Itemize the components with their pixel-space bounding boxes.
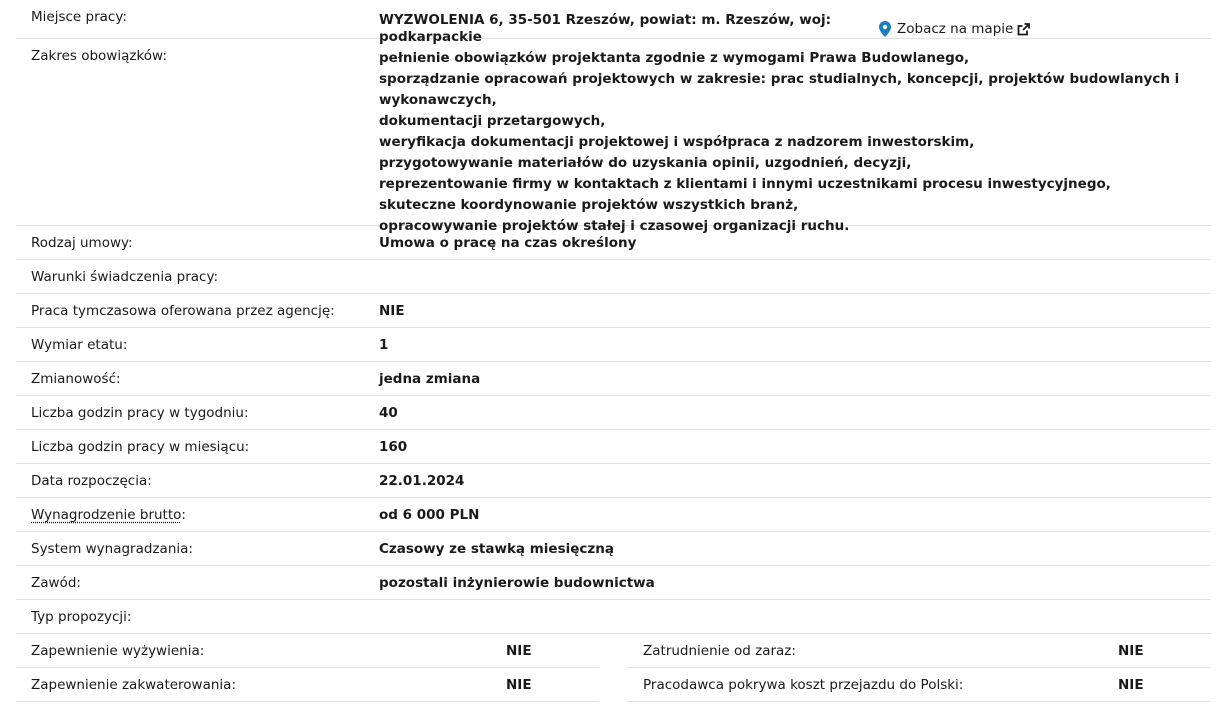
immediate-hire-value: NIE <box>1118 643 1144 659</box>
row-meals <box>16 634 599 668</box>
row-salary <box>16 498 1211 532</box>
row-fte <box>16 328 1211 362</box>
pay-system-value: Czasowy ze stawką miesięczną <box>379 541 614 557</box>
salary-value: od 6 000 PLN <box>379 507 480 523</box>
row-immediate-hire <box>628 634 1211 668</box>
contract-type-value: Umowa o pracę na czas określony <box>379 235 637 251</box>
row-work-conditions <box>16 260 1211 294</box>
temp-agency-label: Praca tymczasowa oferowana przez agencję: <box>31 303 335 319</box>
row-shifts <box>16 362 1211 396</box>
duty-item: przygotowywanie materiałów do uzyskania opinii, uzgodnień, decyzji, <box>379 155 912 171</box>
map-link[interactable] <box>879 21 1036 38</box>
row-location <box>16 0 1211 45</box>
row-duties <box>16 39 1211 234</box>
duty-item: sporządzanie opracowań projektowych w zakresie: prac studialnych, koncepcji, projektów budowlanych i wykonawczych, <box>379 71 1180 108</box>
fte-value: 1 <box>379 337 389 353</box>
row-temp-agency <box>16 294 1211 328</box>
pay-system-label: System wynagradzania: <box>31 541 193 557</box>
weekly-hours-label: Liczba godzin pracy w tygodniu: <box>31 405 249 421</box>
start-date-label: Data rozpoczęcia: <box>31 473 152 489</box>
row-start-date <box>16 464 1211 498</box>
duties-list <box>379 39 1211 237</box>
benefits-right <box>628 634 1211 702</box>
map-link-label: Zobacz na mapie <box>897 20 1014 37</box>
benefits-grid <box>16 634 1211 702</box>
location-label: Miejsce pracy: <box>31 9 127 25</box>
duty-item: skuteczne koordynowanie projektów wszystkich branż, <box>379 197 799 213</box>
profession-label: Zawód: <box>31 575 81 591</box>
contract-type-label: Rodzaj umowy: <box>31 235 133 251</box>
salary-label-suffix: : <box>181 507 186 523</box>
travel-cost-label: Pracodawca pokrywa koszt przejazdu do Polski: <box>643 677 964 693</box>
weekly-hours-value: 40 <box>379 405 398 421</box>
external-link-icon <box>1017 23 1030 36</box>
shifts-label: Zmianowość: <box>31 371 121 387</box>
duty-item: dokumentacji przetargowych, <box>379 113 606 129</box>
work-conditions-label: Warunki świadczenia pracy: <box>31 269 219 285</box>
work-conditions-value <box>379 260 1211 269</box>
offer-type-label: Typ propozycji: <box>31 609 132 625</box>
meals-label: Zapewnienie wyżywienia: <box>31 643 205 659</box>
row-offer-type <box>16 600 1211 634</box>
row-pay-system <box>16 532 1211 566</box>
meals-value: NIE <box>506 643 532 659</box>
duty-item: weryfikacja dokumentacji projektowej i współpraca z nadzorem inwestorskim, <box>379 134 975 150</box>
start-date-value: 22.01.2024 <box>379 473 465 489</box>
offer-type-value <box>379 600 1211 609</box>
accommodation-label: Zapewnienie zakwaterowania: <box>31 677 236 693</box>
temp-agency-value: NIE <box>379 303 405 319</box>
benefits-left <box>16 634 599 702</box>
duties-label: Zakres obowiązków: <box>31 48 167 64</box>
duty-item: opracowywanie projektów stałej i czasowej organizacji ruchu. <box>379 218 850 234</box>
salary-term-link[interactable]: Wynagrodzenie brutto <box>31 507 182 523</box>
accommodation-value: NIE <box>506 677 532 693</box>
travel-cost-value: NIE <box>1118 677 1144 693</box>
row-monthly-hours <box>16 430 1211 464</box>
row-profession <box>16 566 1211 600</box>
monthly-hours-value: 160 <box>379 439 408 455</box>
shifts-value: jedna zmiana <box>379 371 481 387</box>
immediate-hire-label: Zatrudnienie od zaraz: <box>643 643 796 659</box>
monthly-hours-label: Liczba godzin pracy w miesiącu: <box>31 439 250 455</box>
duty-item: reprezentowanie firmy w kontaktach z klientami i innymi uczestnikami procesu inwestycyjnego, <box>379 176 1111 192</box>
row-weekly-hours <box>16 396 1211 430</box>
location-address: WYZWOLENIA 6, 35-501 Rzeszów, powiat: m. Rzeszów, woj: podkarpackie <box>379 12 831 45</box>
map-pin-icon <box>879 21 891 37</box>
duty-item: pełnienie obowiązków projektanta zgodnie z wymogami Prawa Budowlanego, <box>379 50 970 66</box>
row-travel-cost <box>628 668 1211 702</box>
job-details-table <box>16 0 1211 702</box>
profession-value: pozostali inżynierowie budownictwa <box>379 575 655 591</box>
fte-label: Wymiar etatu: <box>31 337 128 353</box>
row-accommodation <box>16 668 599 702</box>
salary-label <box>16 498 379 524</box>
row-contract-type <box>16 226 1211 260</box>
